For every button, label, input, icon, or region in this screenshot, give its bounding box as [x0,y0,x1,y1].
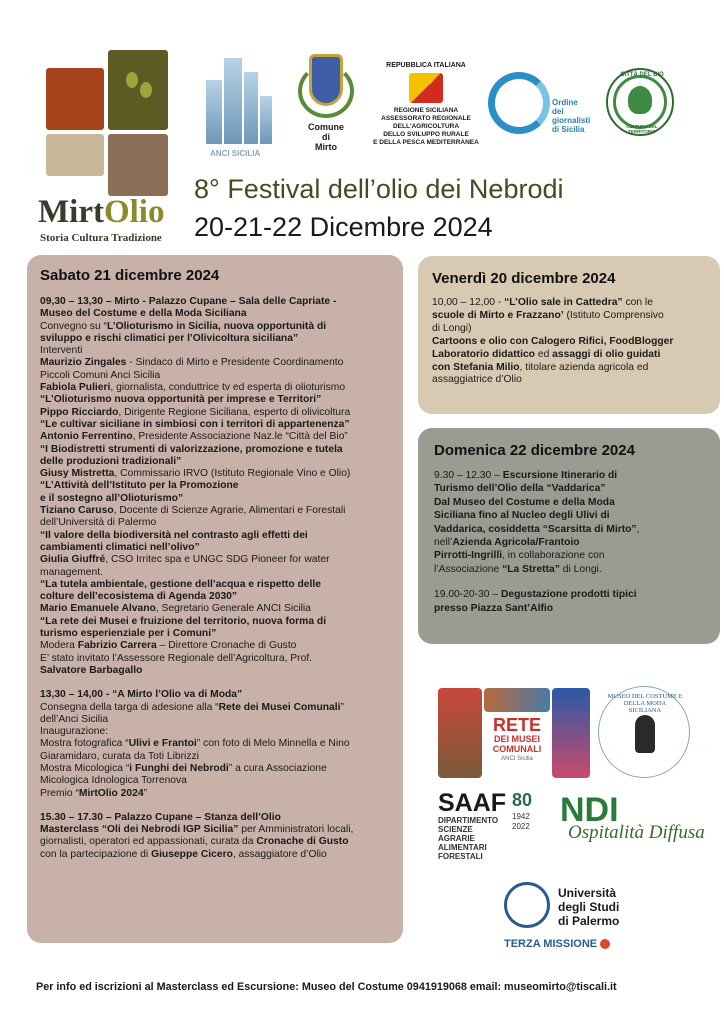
regione-siciliana-logo [366,62,486,166]
saturday-heading: Sabato 21 dicembre 2024 [40,267,220,284]
dot-icon [600,939,610,949]
program-line: Mostra Micologica “i Funghi dei Nebrodi” a cura Associazione [40,762,327,774]
line-gap [40,677,391,689]
tower-icon [206,80,222,144]
saaf-word: SAAF [438,789,507,817]
program-line: presso Piazza Sant’Alfio [434,602,554,614]
program-line: Inaugurazione: [40,726,109,738]
program-line: Piccoli Comuni Anci Sicilia [40,369,161,381]
nebrodi-ospitalita-logo [560,791,705,850]
program-line: Mostra fotografica “Ulivi e Frantoi” con foto di Melo Minnella e Nino [40,738,350,750]
odg-ring-icon [488,72,550,134]
program-line: e il sostegno all’Olioturismo” [40,492,184,504]
ordine-giornalisti-logo [488,72,596,142]
program-line: 13,30 – 14,00 - “A Mirto l’Olio va di Moda” [40,689,243,701]
program-line: Micologica Idnologica Torrenova [40,775,187,787]
tower-icon [244,72,258,144]
comune-name: Comune di Mirto [308,122,344,152]
program-line: Giulia Giuffré, CSO Irritec spa e UNGC SDG Pioneer for water [40,554,330,566]
program-line: turismo esperienziale per i Comuni” [40,628,217,640]
program-line: Giaramidaro, curata da Toti Librizzi [40,750,199,762]
program-line: Tiziano Caruso, Docente di Scienze Agrarie, Alimentari e Forestali [40,505,346,517]
friday-panel [418,256,720,414]
mirtolio-logo [38,48,168,243]
mosaic-tile-costume [46,68,104,130]
saaf-years: 1942 2022 [512,812,530,831]
line-gap [40,800,391,812]
saaf-department: DIPARTIMENTO SCIENZE AGRARIE ALIMENTARI FORESTALI [438,816,499,861]
program-line: delle produzioni tradizionali” [40,455,182,467]
saturday-program [40,296,391,861]
olive-icon [126,72,138,88]
rete-photo [484,688,550,712]
program-line: Pirrotti-Ingrillì, in collaborazione con [434,550,605,562]
rete-text: RETE DEI MUSEI COMUNALI ANCI Sicilia [492,715,542,762]
tower-icon [224,58,242,144]
friday-heading: Venerdì 20 dicembre 2024 [432,270,616,287]
bio-top-text: CITTÀ DEL BIO [620,72,664,78]
program-line: 10,00 – 12,00 - “L’Olio sale in Cattedra” con le [432,297,653,308]
program-line: “L’Attività dell’Istituto per la Promozione [40,480,239,492]
program-line: con la partecipazione di Giuseppe Cicero, assaggiatore d’Olio [40,848,327,860]
program-line: Giusy Mistretta, Commissario IRVO (Istituto Regionale Vino e Olio) [40,468,351,480]
mosaic-tile-amphora [46,134,104,176]
program-line: Mario Emanuele Alvano, Segretario Generale ANCI Sicilia [40,603,311,615]
program-line: con Stefania Milio, titolare azienda agricola ed [432,361,649,373]
program-line: dell’Università di Palermo [40,517,157,529]
program-line: “Le cultivar siciliane in simbiosi con i territori di appartenenza” [40,418,350,430]
program-line: nell’Azienda Agricola/Frantoio [434,537,580,549]
program-line: dell’Anci Sicilia [40,713,109,725]
program-line: cambiamenti climatici nell’olivo” [40,541,200,553]
program-line: Cartoons e olio con Calogero Rifici, FoodBlogger [432,335,674,347]
saturday-panel [27,255,403,943]
program-line: 15.30 – 17.30 – Palazzo Cupane – Stanza dell’Olio [40,811,281,823]
program-line: E’ stato invitato l’Assessore Regionale dell’Agricoltura, Prof. [40,652,313,664]
program-line: “La rete dei Musei e fruizione del territorio, nuova forma di [40,615,327,627]
program-line: Premio “MirtOlio 2024” [40,787,148,799]
program-line: Laboratorio didattico ed assaggi di olio guidati [432,348,661,360]
nebrodi-initials: NDI [560,791,619,829]
program-line: Antonio Ferrentino, Presidente Associazione Naz.le “Città del Bio” [40,431,348,443]
tree-icon [628,86,652,114]
rete-musei-logo [438,688,590,778]
line-gap [434,576,710,588]
mirtolio-wordmark: MirtOlio [38,194,165,230]
anci-sicilia-logo [192,56,284,158]
program-line: 19.00-20-30 – Degustazione prodotti tipici [434,589,637,601]
program-line: Maurizio Zingales - Sindaco di Mirto e Presidente Coordinamento [40,357,344,369]
program-line: 09,30 – 13,30 – Mirto - Palazzo Cupane – Sala delle Capriate - [40,296,337,307]
mirtolio-mosaic [46,48,168,198]
program-line: “L’Olioturismo nuova opportunità per imprese e Territori” [40,394,322,406]
saaf-logo [438,790,550,860]
festival-dates: 20-21-22 Dicembre 2024 [194,212,493,242]
program-line: Siciliana fino al Nucleo degli Ulivi di [434,510,610,522]
program-line: Fabiola Pulieri, giornalista, conduttrice tv ed esperta di olioturismo [40,382,346,394]
unipa-name: Università degli Studi di Palermo [558,886,620,928]
mirtolio-tagline: Storia Cultura Tradizione [40,232,162,244]
festival-title: 8° Festival dell’olio dei Nebrodi [194,174,564,204]
regione-top: REPUBBLICA ITALIANA [386,62,466,69]
program-line: 9.30 – 12.30 – Escursione Itinerario di [434,470,618,481]
program-line: Dal Museo del Costume e della Moda [434,496,615,508]
lady-figure-icon [635,715,655,753]
odg-text: Ordine dei giornalisti di Sicilia [552,98,591,134]
program-line: colture dell’ecosistema di Agenda 2030” [40,591,238,603]
regione-text: REGIONE SICILIANA ASSESSORATO REGIONALE DELL'AGRICOLTURA DELLO SVILUPPO RURALE E DELLA PESCA MEDITERRANEA [373,107,479,146]
rete-photo [552,688,590,778]
program-line: giornalisti, operatori ed appassionati, curata da Cronache di Gusto [40,836,349,848]
program-line: Modera Fabrizio Carrera – Direttore Cronache di Gusto [40,640,297,652]
program-line: di Longi) [432,322,472,334]
program-line: “I Biodistretti strumenti di valorizzazione, promozione e tutela [40,443,343,455]
museo-costume-logo [598,686,690,778]
program-line: Vaddarica, cosiddetta “Scarsitta di Mirto”, [434,523,640,535]
program-line: “La tutela ambientale, gestione dell’acqua e rispetto delle [40,578,321,590]
program-line: scuole di Mirto e Frazzano’ (Istituto Comprensivo [432,309,664,321]
tower-icon [260,96,272,144]
saaf-anniversary: 80 [512,790,533,810]
university-seal-icon [504,882,550,928]
program-line: Museo del Costume e della Moda Siciliana [40,308,247,320]
program-line: l’Associazione “La Stretta” di Longi. [434,563,602,575]
program-line: “Il valore della biodiversità nel contrasto agli effetti dei [40,529,308,541]
citta-del-bio-logo [606,68,674,136]
mosaic-tile-statue [108,134,168,196]
wreath-icon [298,64,354,118]
nebrodi-script: Ospitalità Diffusa [568,822,705,843]
museo-text: MUSEO DEL COSTUME E DELLA MODA SICILIANA [607,693,683,714]
bio-bottom-text: CULTURA DEL TERRITORIO [626,124,658,134]
terza-missione: TERZA MISSIONE [504,938,610,950]
program-line: sviluppo e rischi climatici per l’Olivicoltura siciliana” [40,332,299,344]
program-line: management. [40,566,103,578]
rete-photo [438,688,482,778]
comune-mirto-logo [296,54,356,166]
unipa-logo [504,882,654,954]
program-line: Pippo Ricciardo, Dirigente Regione Siciliana, esperto di olivicoltura [40,406,351,418]
footer-info: Per info ed iscrizioni al Masterclass ed Escursione: Museo del Costume 0941919068 email: museomirto@tiscali.it [36,981,617,993]
friday-program [432,297,710,387]
program-line: Salvatore Barbagallo [40,664,143,676]
program-line: Consegna della targa di adesione alla “Rete dei Musei Comunali” [40,701,344,713]
anci-label: ANCI SICILIA [210,149,261,158]
sunday-program [434,469,710,615]
mosaic-tile-olives [108,50,168,130]
olive-icon [140,82,152,98]
program-line: assaggiatrice d’Olio [432,374,522,386]
program-line: Masterclass “Oli dei Nebrodi IGP Sicilia” per Amministratori locali, [40,824,354,836]
trinacria-icon [409,73,443,103]
sunday-heading: Domenica 22 dicembre 2024 [434,442,635,459]
program-line: Convegno su “L’Olioturismo in Sicilia, nuova opportunità di [40,320,327,332]
program-line: Interventi [40,345,83,357]
sunday-panel [418,428,720,644]
program-line: Turismo dell’Olio della “Vaddarica” [434,483,606,495]
